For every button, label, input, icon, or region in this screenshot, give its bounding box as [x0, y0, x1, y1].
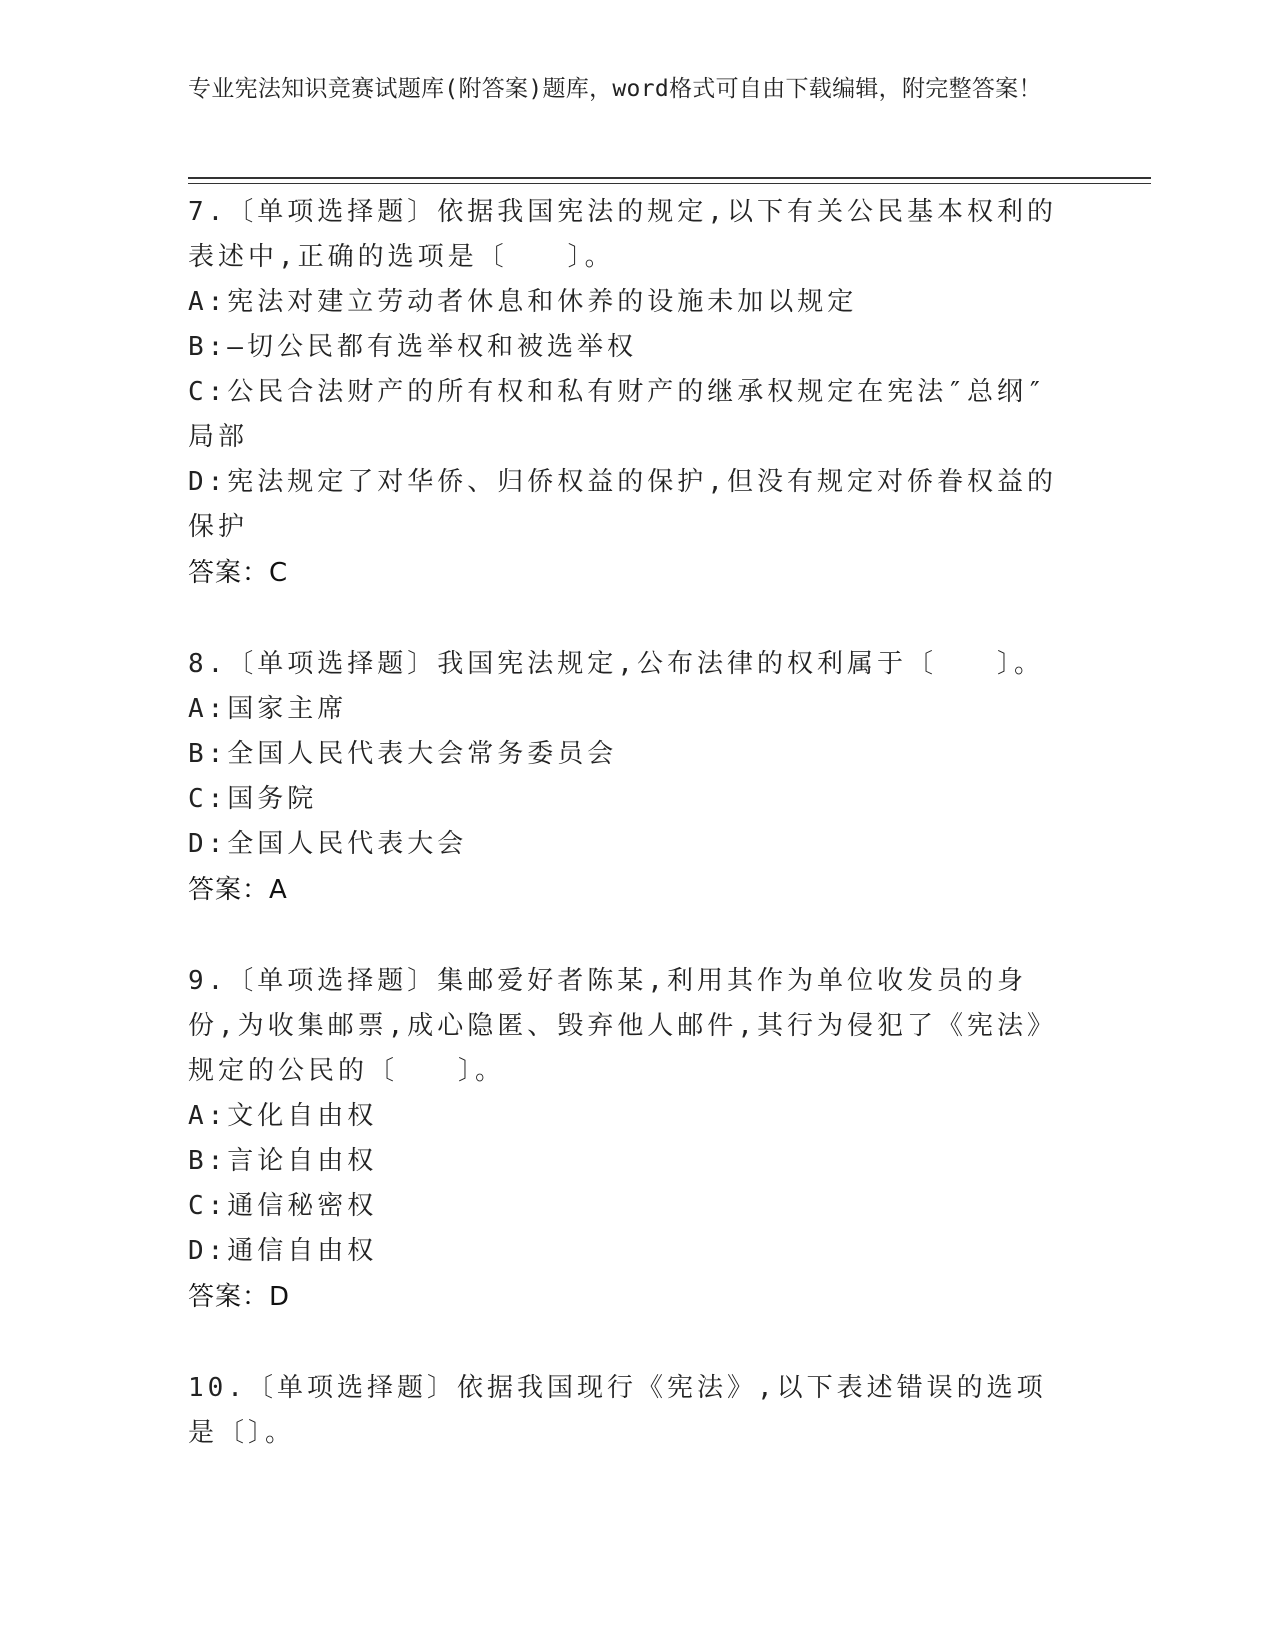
option-d: D:宪法规定了对华侨、归侨权益的保护,但没有规定对侨眷权益的保护: [188, 467, 1057, 542]
option-a: A:宪法对建立劳动者休息和休养的设施未加以规定: [188, 287, 858, 317]
answer: 答案：C: [188, 558, 289, 588]
answer: 答案：A: [188, 875, 288, 905]
question-text: 8.〔单项选择题〕我国宪法规定,公布法律的权利属于〔 〕。: [188, 649, 1044, 679]
option-b: B:全国人民代表大会常务委员会: [188, 739, 618, 769]
answer: 答案：D: [188, 1282, 291, 1312]
option-a: A:国家主席: [188, 694, 348, 724]
header-divider-bottom: [188, 183, 1151, 184]
question-10: [188, 1366, 1068, 1456]
option-b: B:言论自由权: [188, 1146, 378, 1176]
option-c: C:国务院: [188, 784, 318, 814]
header-divider-top: [188, 177, 1151, 179]
question-text: 9.〔单项选择题〕集邮爱好者陈某,利用其作为单位收发员的身份,为收集邮票,成心隐匿、毁弃他人邮件,其行为侵犯了《宪法》规定的公民的〔 〕。: [188, 966, 1057, 1086]
document-header: 专业宪法知识竞赛试题库(附答案)题库，word格式可自由下载编辑，附完整答案！: [188, 76, 1042, 102]
option-d: D:全国人民代表大会: [188, 829, 468, 859]
option-a: A:文化自由权: [188, 1101, 378, 1131]
question-7: [188, 190, 1068, 596]
question-list: [188, 190, 1068, 1502]
question-text: 7.〔单项选择题〕依据我国宪法的规定,以下有关公民基本权利的表述中,正确的选项是〔 〕。: [188, 197, 1057, 272]
question-text: 10.〔单项选择题〕依据我国现行《宪法》,以下表述错误的选项是〔〕。: [188, 1373, 1047, 1448]
question-9: [188, 959, 1068, 1320]
option-b: B:—切公民都有选举权和被选举权: [188, 332, 637, 362]
question-8: [188, 642, 1068, 913]
option-d: D:通信自由权: [188, 1236, 378, 1266]
option-c: C:公民合法财产的所有权和私有财产的继承权规定在宪法″总纲″局部: [188, 377, 1047, 452]
option-c: C:通信秘密权: [188, 1191, 378, 1221]
